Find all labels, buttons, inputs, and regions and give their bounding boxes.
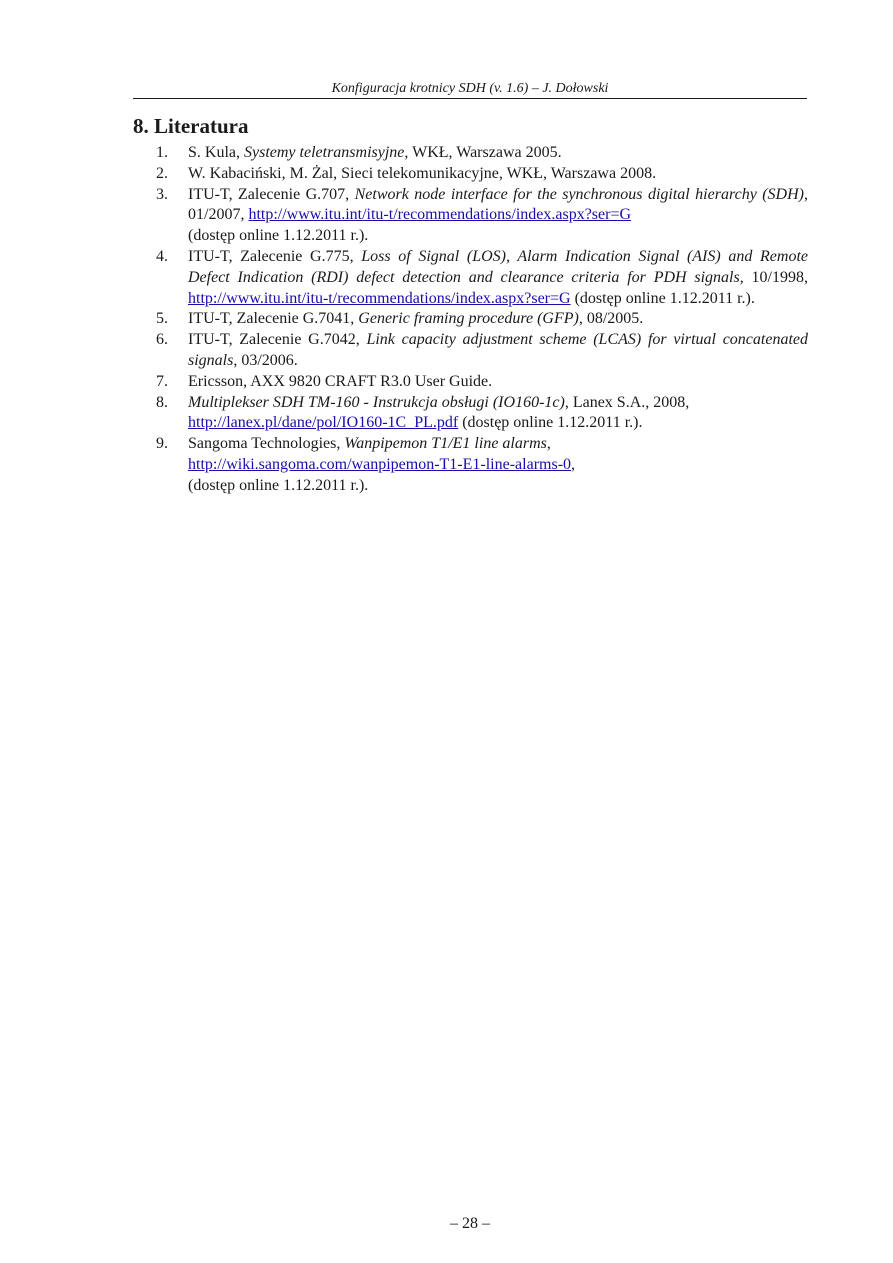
reference-text: ITU-T, Zalecenie G.775, [188, 247, 362, 265]
reference-item [156, 164, 808, 185]
reference-item [156, 143, 808, 164]
reference-number: 8. [156, 393, 168, 411]
reference-text: ITU-T, Zalecenie G.7042, [188, 331, 367, 349]
reference-number: 1. [156, 144, 168, 161]
reference-item [156, 185, 808, 247]
reference-item [156, 434, 808, 496]
reference-link[interactable]: http://www.itu.int/itu-t/recommendations/index.aspx?ser=G [188, 289, 571, 307]
reference-link[interactable]: http://wiki.sangoma.com/wanpipemon-T1-E1-line-alarms-0 [188, 455, 572, 473]
reference-link[interactable]: http://www.itu.int/itu-t/recommendations/index.aspx?ser=G [248, 206, 632, 224]
reference-text: ITU-T, Zalecenie G.7041, [188, 310, 359, 328]
reference-title: Link capacity adjustment scheme (LCAS) for virtual concatenated signals [188, 331, 809, 369]
reference-text: , 08/2005. [578, 310, 644, 328]
reference-text: , 10/1998, [739, 268, 808, 286]
reference-number: 3. [156, 185, 168, 203]
reference-title: Loss of Signal (LOS), Alarm Indication Signal (AIS) and Remote Defect Indication (RDI) defect detection and clearance criteria for PDH signals [188, 247, 808, 286]
reference-number: 7. [156, 372, 168, 390]
page-number: – 28 – [450, 1215, 490, 1232]
reference-text: S. Kula, [188, 144, 244, 161]
reference-text: , [571, 455, 576, 473]
reference-text: (dostęp online 1.12.2011 r.). [570, 289, 755, 307]
reference-text: Sangoma Technologies, [188, 435, 345, 453]
reference-item [156, 309, 808, 330]
reference-text: , 03/2006. [233, 351, 298, 369]
reference-text: (dostęp online 1.12.2011 r.). [188, 227, 369, 245]
reference-item [156, 247, 808, 309]
reference-title: Multiplekser SDH TM-160 - Instrukcja obsługi (IO160-1c) [188, 393, 565, 411]
reference-item [156, 330, 809, 372]
reference-number: 6. [156, 331, 168, 349]
bibliography-list [156, 143, 809, 497]
reference-number: 9. [156, 435, 168, 453]
reference-item [156, 393, 808, 435]
running-header: Konfiguracja krotnicy SDH (v. 1.6) – J. Dołowski [331, 81, 609, 96]
reference-number: 5. [156, 310, 168, 328]
section-title: 8. Literatura [133, 114, 249, 138]
reference-text: , 01/2007, [188, 185, 808, 224]
reference-text: W. Kabaciński, M. Żal, Sieci telekomunikacyjne, WKŁ, Warszawa 2008. [188, 164, 657, 182]
header-rule [133, 98, 807, 99]
reference-text: (dostęp online 1.12.2011 r.). [188, 476, 369, 494]
reference-title: Systemy teletransmisyjne [244, 144, 405, 161]
reference-text: , [546, 435, 551, 453]
reference-link[interactable]: http://lanex.pl/dane/pol/IO160-1C_PL.pdf [188, 414, 459, 432]
reference-number: 2. [156, 164, 168, 182]
reference-number: 4. [156, 247, 168, 265]
reference-text: Ericsson, AXX 9820 CRAFT R3.0 User Guide. [188, 372, 493, 390]
reference-title: Wanpipemon T1/E1 line alarms [344, 435, 547, 453]
reference-title: Network node interface for the synchronous digital hierarchy (SDH) [354, 185, 804, 203]
reference-text: , WKŁ, Warszawa 2005. [404, 144, 562, 161]
reference-text: (dostęp online 1.12.2011 r.). [458, 414, 643, 432]
reference-title: Generic framing procedure (GFP) [358, 310, 579, 328]
reference-text: , Lanex S.A., 2008, [564, 393, 690, 411]
reference-text: ITU-T, Zalecenie G.707, [188, 185, 355, 203]
reference-item [156, 372, 808, 393]
